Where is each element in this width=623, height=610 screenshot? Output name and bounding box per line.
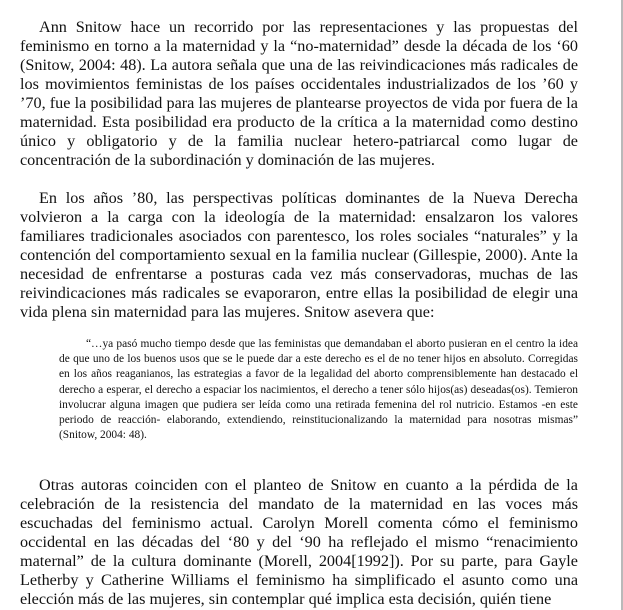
paragraph-snitow-overview: Ann Snitow hace un recorrido por las representaciones y las propuestas del feminismo en torno a la maternidad y la “no-maternidad” desde la década de los ‘60 (Snitow, 2004: 48). La autora señala que una de las reivindicaciones más radicales de los movimientos feministas de los países occidentales industrializados de los ’60 y ’70, fue la posibilidad para las mujeres de plantearse proyectos de vida por fuera de la maternidad. Esta posibilidad era producto de la crítica a la maternidad como destino único y obligatorio y de la familia nuclear hetero-patriarcal como lugar de concentración de la subordinación y dominación de las mujeres. (20, 18, 578, 169)
block-quote-snitow: “…ya pasó mucho tiempo desde que las feministas que demandaban el aborto pusieran en el centro la idea de que uno de los buenos usos que se le puede dar a este derecho es el de no tener hijos en absoluto. Corregidas en los años reaganianos, las estrategias a favor de la legalidad del aborto comprensiblemente han destacado el derecho a esperar, el derecho a espaciar los nacimientos, el derecho a tener sólo hijos(as) deseadas(os). Temieron involucrar alguna imagen que pudiera ser leída como una retirada femenina del rol nutricio. Estamos -en este periodo de reacción- elaborando, extendiendo, reinstitucionalizando la maternidad para nosotras mismas” (Snitow, 2004: 48). (59, 338, 578, 442)
paragraph-new-right: En los años ’80, las perspectivas políticas dominantes de la Nueva Derecha volvieron a la carga con la ideología de la maternidad: ensalzaron los valores familiares tradicionales asociados con parentesco, los roles sociales “naturales” y la contención del comportamiento sexual en la familia nuclear (Gillespie, 2000). Ante la necesidad de enfrentarse a posturas cada vez más conservadoras, muchas de las reivindicaciones más radicales se evaporaron, entre ellas la posibilidad de elegir una vida plena sin maternidad para las mujeres. Snitow asevera que: (20, 189, 578, 321)
paragraph-other-authors: Otras autoras coinciden con el planteo de Snitow en cuanto a la pérdida de la celebración de la resistencia del mandato de la maternidad en las voces más escuchadas del feminismo actual. Carolyn Morell comenta cómo el feminismo occidental en las décadas del ‘80 y del ‘90 ha reflejado el mismo “renacimiento maternal” de la cultura dominante (Morell, 2004[1992]). Por su parte, para Gayle Letherby y Catherine Williams el feminismo ha simplificado el asunto como una elección más de las mujeres, sin contemplar qué implica esta decisión, quién tiene (20, 476, 578, 608)
